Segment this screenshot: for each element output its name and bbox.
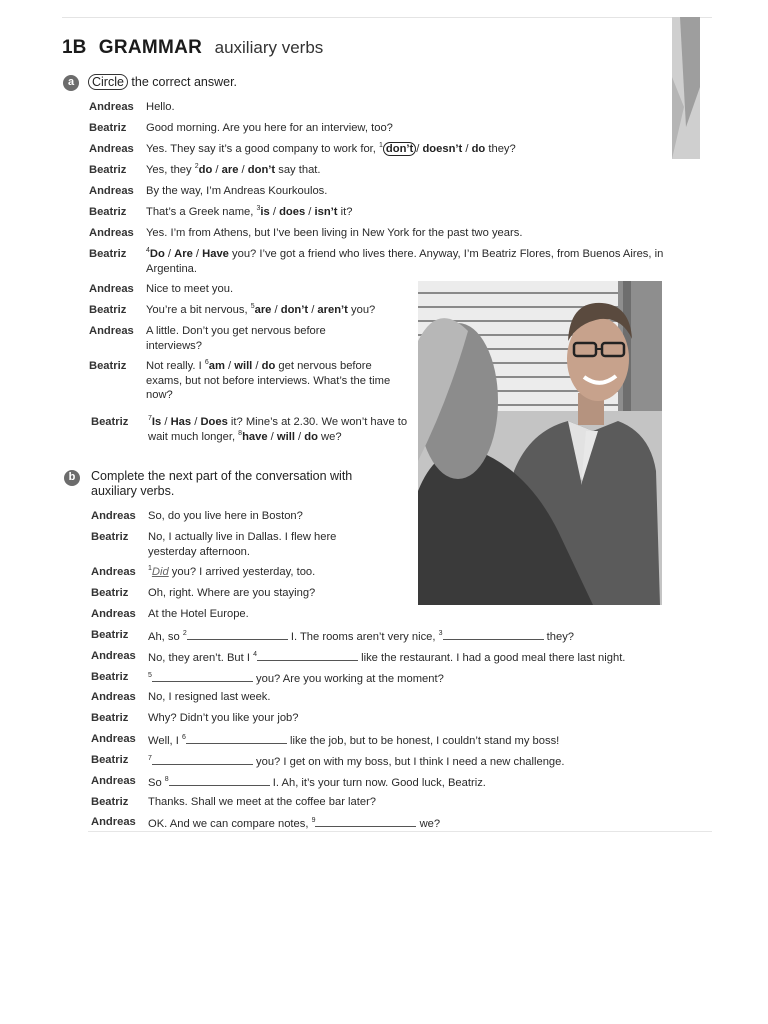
- line-text: Hello.: [146, 101, 175, 113]
- answer-option[interactable]: don’t: [247, 164, 276, 176]
- answer-option[interactable]: aren’t: [317, 304, 348, 316]
- line-text: So $^8$ I. Ah, it’s your turn now. Good luck, Beatriz.: [148, 776, 486, 789]
- speaker-name: Andreas: [91, 775, 136, 787]
- top-rule: [62, 17, 712, 18]
- item-number: 5: [148, 672, 152, 679]
- line-text: At the Hotel Europe.: [148, 608, 249, 620]
- line-text: $^1$Did you? I arrived yesterday, too.: [148, 565, 316, 578]
- item-number: 3: [256, 205, 261, 212]
- answer-option[interactable]: have: [242, 430, 268, 443]
- line-text: Nice to meet you.: [146, 283, 234, 295]
- answer-option[interactable]: Have: [202, 248, 229, 260]
- speaker-name: Andreas: [91, 733, 136, 745]
- item-number: 5: [250, 303, 255, 310]
- circled-option[interactable]: don’t: [383, 142, 416, 156]
- item-number: 6: [204, 359, 209, 366]
- item-number: 8: [164, 776, 169, 783]
- answer-option[interactable]: do: [304, 430, 318, 443]
- line-text: Not really. I $^6$am / will / do get nervous before exams, but not before interviews. What’s the time now?: [146, 359, 391, 401]
- answer-blank[interactable]: [169, 774, 270, 786]
- speaker-name: Andreas: [89, 227, 134, 239]
- speaker-name: Andreas: [91, 566, 136, 578]
- answer-blank[interactable]: [257, 649, 358, 661]
- answer-option[interactable]: do: [198, 164, 213, 176]
- line-text: Oh, right. Where are you staying?: [148, 587, 316, 599]
- speaker-name: Beatriz: [91, 416, 129, 428]
- item-number: 2: [182, 630, 187, 637]
- circled-word: Circle: [88, 74, 128, 90]
- line-text: $^7$Is / Has / Does it? Mine’s at 2.30. We won’t have to wait much longer, $^8$have / will / do we?: [148, 415, 408, 443]
- speaker-name: Andreas: [91, 816, 136, 828]
- line-text: Thanks. Shall we meet at the coffee bar later?: [148, 796, 377, 808]
- speaker-name: Beatriz: [89, 304, 127, 316]
- item-number: 4: [253, 651, 257, 658]
- answer-blank[interactable]: [187, 628, 288, 640]
- speaker-name: Andreas: [89, 101, 134, 113]
- line-text: OK. And we can compare notes, $^9$ we?: [148, 817, 441, 830]
- item-number: 7: [148, 755, 152, 762]
- speaker-name: Beatriz: [89, 122, 127, 134]
- line-text: A little. Don’t you get nervous before interviews?: [146, 325, 326, 352]
- answer-option[interactable]: don’t: [280, 304, 309, 316]
- item-number: 7: [148, 415, 152, 422]
- answer-option[interactable]: will: [276, 430, 295, 443]
- answer-option[interactable]: are: [254, 304, 272, 316]
- answer-blank[interactable]: [186, 732, 287, 744]
- line-text: Good morning. Are you here for an interview, too?: [146, 122, 393, 134]
- speaker-name: Andreas: [89, 143, 134, 155]
- item-number: 1: [148, 565, 152, 572]
- exercise-a-instruction: Circle the correct answer.: [88, 75, 237, 90]
- line-text: So, do you live here in Boston?: [148, 510, 303, 522]
- item-number: 6: [181, 734, 186, 741]
- exercise-b-badge: b: [64, 470, 80, 486]
- item-number: 9: [311, 817, 316, 824]
- answer-option[interactable]: does: [279, 206, 306, 218]
- line-text: No, I actually live in Dallas. I flew here yesterday afternoon.: [148, 531, 337, 558]
- answer-blank[interactable]: [152, 670, 253, 682]
- answer-option[interactable]: do: [471, 143, 486, 155]
- speaker-name: Beatriz: [91, 671, 129, 683]
- speaker-name: Andreas: [91, 650, 136, 662]
- answer-option[interactable]: Has: [170, 416, 192, 428]
- speaker-name: Beatriz: [91, 796, 129, 808]
- answer-option[interactable]: will: [234, 360, 253, 372]
- page-header: [62, 37, 323, 59]
- line-text: Yes. I’m from Athens, but I’ve been living in New York for the past two years.: [146, 227, 523, 239]
- line-text: By the way, I’m Andreas Kourkoulos.: [146, 185, 328, 197]
- answer-option[interactable]: Is: [151, 416, 162, 428]
- speaker-name: Andreas: [89, 325, 134, 337]
- section-title: GRAMMAR: [98, 37, 203, 58]
- answer-blank[interactable]: [443, 628, 544, 640]
- line-text: You’re a bit nervous, $^5$are / don’t / aren’t you?: [146, 303, 376, 316]
- answer-blank[interactable]: [152, 753, 253, 765]
- answer-option[interactable]: are: [221, 164, 239, 176]
- item-number: 8: [238, 429, 243, 437]
- answer-option[interactable]: doesn’t: [422, 143, 463, 155]
- speaker-name: Beatriz: [89, 206, 127, 218]
- line-text: That’s a Greek name, $^3$is / does / isn’t it?: [146, 205, 353, 218]
- line-text: No, I resigned last week.: [148, 691, 271, 703]
- speaker-name: Beatriz: [91, 754, 129, 766]
- line-text: Yes. They say it’s a good company to work for, $^1$ don’t / doesn’t / do they?: [146, 142, 516, 155]
- answer-option[interactable]: do: [261, 360, 276, 372]
- bottom-rule: [88, 831, 712, 832]
- speaker-name: Beatriz: [89, 360, 127, 372]
- unit-number: 1B: [62, 37, 87, 58]
- answer-option[interactable]: Are: [174, 248, 193, 260]
- speaker-name: Beatriz: [91, 629, 129, 641]
- line-text: No, they aren’t. But I $^4$ like the restaurant. I had a good meal there last night.: [148, 651, 626, 664]
- answer-blank[interactable]: [315, 815, 416, 827]
- answer-option[interactable]: Does: [200, 416, 228, 428]
- line-text: $^7$ you? I get on with my boss, but I think I need a new challenge.: [148, 755, 565, 768]
- speaker-name: Beatriz: [91, 587, 129, 599]
- exercise-a-badge: a: [63, 75, 79, 91]
- speaker-name: Beatriz: [91, 712, 129, 724]
- speaker-name: Beatriz: [89, 248, 127, 260]
- exercise-b-instruction: Complete the next part of the conversation with auxiliary verbs.: [91, 469, 353, 498]
- line-text: Yes, they $^2$do / are / don’t say that.: [146, 163, 321, 176]
- speaker-name: Andreas: [91, 510, 136, 522]
- example-answer: Did: [151, 566, 169, 578]
- speaker-name: Andreas: [89, 185, 134, 197]
- item-number: 2: [194, 163, 199, 170]
- line-text: $^5$ you? Are you working at the moment?: [148, 672, 444, 685]
- speaker-name: Andreas: [91, 608, 136, 620]
- item-number: 1: [379, 142, 383, 149]
- line-text: Well, I $^6$ like the job, but to be honest, I couldn’t stand my boss!: [148, 734, 560, 747]
- line-text: Ah, so $^2$ I. The rooms aren’t very nice, $^3$ they?: [148, 630, 575, 643]
- interview-photo: [418, 281, 662, 605]
- section-subtitle: auxiliary verbs: [214, 38, 324, 57]
- speaker-name: Beatriz: [91, 531, 129, 543]
- answer-option[interactable]: Do: [149, 248, 165, 260]
- answer-option[interactable]: am: [208, 360, 225, 372]
- line-text: Why? Didn’t you like your job?: [148, 712, 299, 724]
- corner-decoration: [672, 17, 700, 159]
- speaker-name: Andreas: [91, 691, 136, 703]
- answer-option[interactable]: is: [260, 206, 270, 218]
- speaker-name: Andreas: [89, 283, 134, 295]
- item-number: 4: [146, 247, 150, 254]
- item-number: 3: [438, 630, 443, 637]
- speaker-name: Beatriz: [89, 164, 127, 176]
- answer-option[interactable]: isn’t: [314, 206, 338, 218]
- line-text: $^4$Do / Are / Have you? I’ve got a friend who lives there. Anyway, I’m Beatriz Flores, from Buenos Aires, in Argentina.: [146, 247, 664, 275]
